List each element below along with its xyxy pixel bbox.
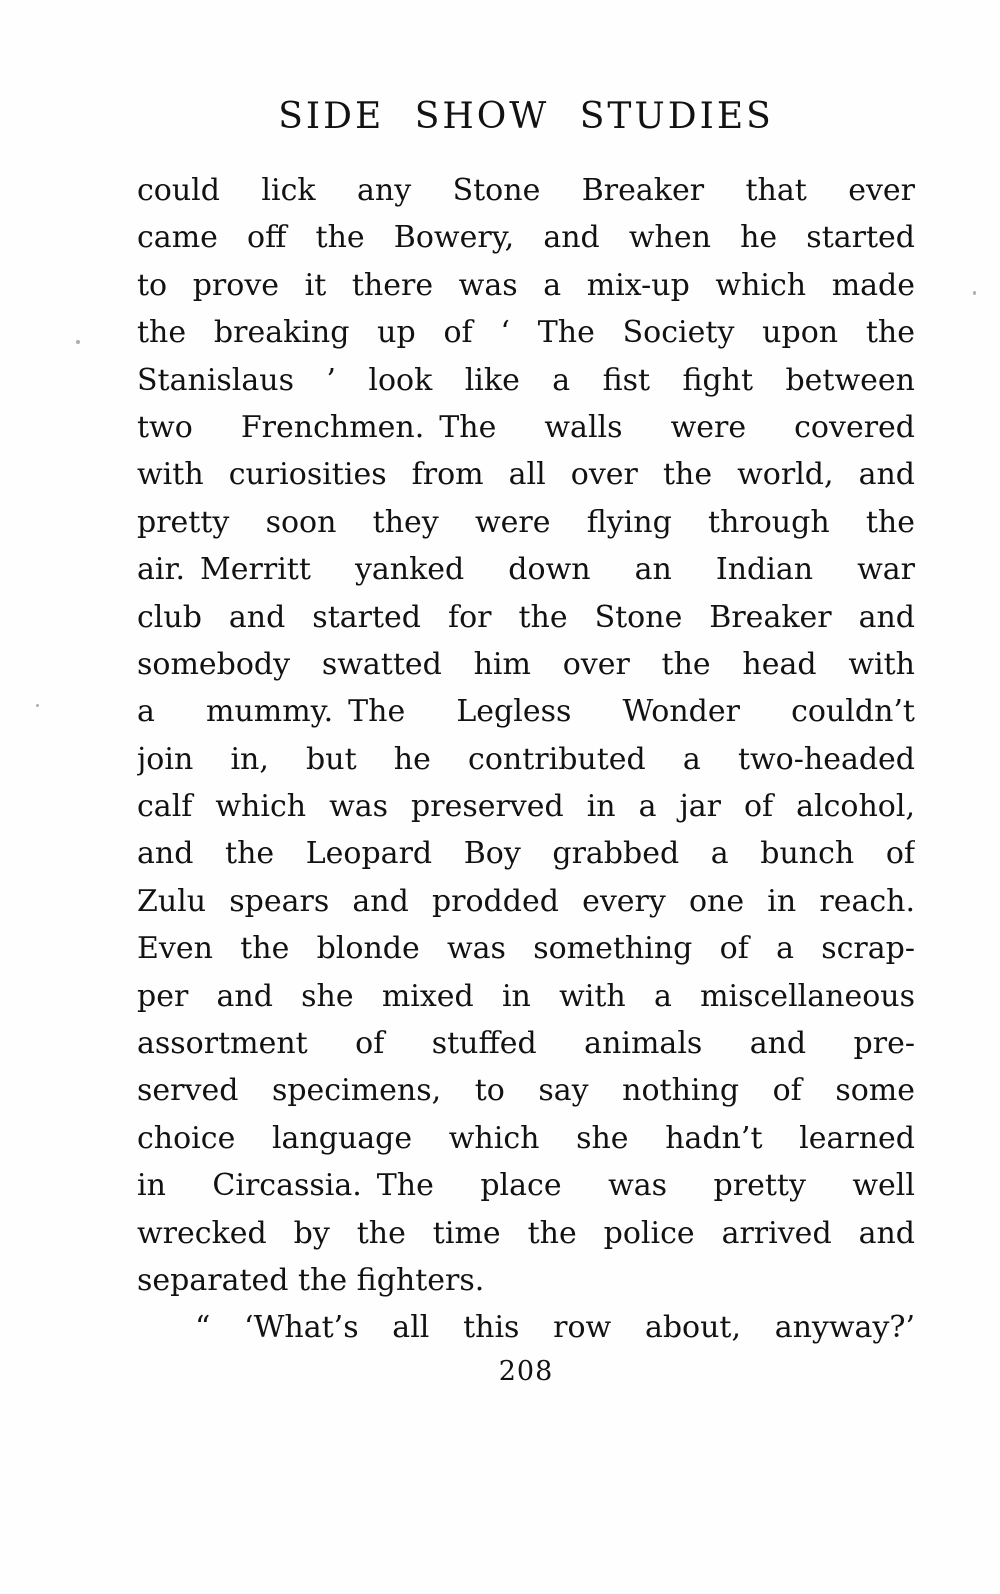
text-line: pretty soon they were flying through the: [137, 504, 915, 540]
text-line: per and she mixed in with a miscellaneous: [137, 978, 915, 1014]
text-line: join in, but he contributed a two-headed: [137, 741, 915, 777]
text-column: [137, 96, 915, 1387]
text-line: wrecked by the time the police arrived and: [137, 1215, 915, 1251]
text-line: somebody swatted him over the head with: [137, 646, 915, 682]
text-line: to prove it there was a mix-up which made: [137, 267, 915, 303]
text-line: in Circassia. The place was pretty well: [137, 1168, 915, 1204]
text-line: could lick any Stone Breaker that ever: [137, 173, 915, 208]
body-text: [137, 167, 915, 1352]
page-title: SIDE SHOW STUDIES: [278, 96, 774, 137]
text-line: Zulu spears and prodded every one in reach.: [137, 883, 915, 919]
text-line: club and started for the Stone Breaker and: [137, 599, 915, 635]
text-line: air. Merritt yanked down an Indian war: [137, 552, 915, 588]
text-line: served specimens, to say nothing of some: [137, 1073, 915, 1109]
text-line: two Frenchmen. The walls were covered: [137, 409, 915, 445]
text-line: separated the fighters.: [137, 1262, 485, 1298]
text-line: choice language which she hadn’t learned: [137, 1120, 915, 1156]
text-line: and the Leopard Boy grabbed a bunch of: [137, 836, 915, 872]
scan-artifact: [36, 704, 39, 707]
text-line: the breaking up of ‘ The Society upon the: [137, 315, 915, 351]
text-line: calf which was preserved in a jar of alcohol,: [137, 789, 915, 825]
scan-artifact: [76, 340, 80, 344]
text-line: came off the Bowery, and when he started: [137, 220, 915, 256]
page-number: 208: [498, 1355, 554, 1387]
text-line: Even the blonde was something of a scrap-: [137, 931, 915, 967]
text-line: a mummy. The Legless Wonder couldn’t: [137, 694, 915, 730]
scan-artifact: [973, 291, 976, 295]
text-line: “ ‘What’s all this row about, anyway?’: [195, 1310, 915, 1346]
text-line: assortment of stuffed animals and pre-: [137, 1026, 915, 1062]
text-line: Stanislaus ’ look like a fist fight between: [137, 362, 915, 398]
text-line: with curiosities from all over the world, and: [137, 457, 915, 493]
